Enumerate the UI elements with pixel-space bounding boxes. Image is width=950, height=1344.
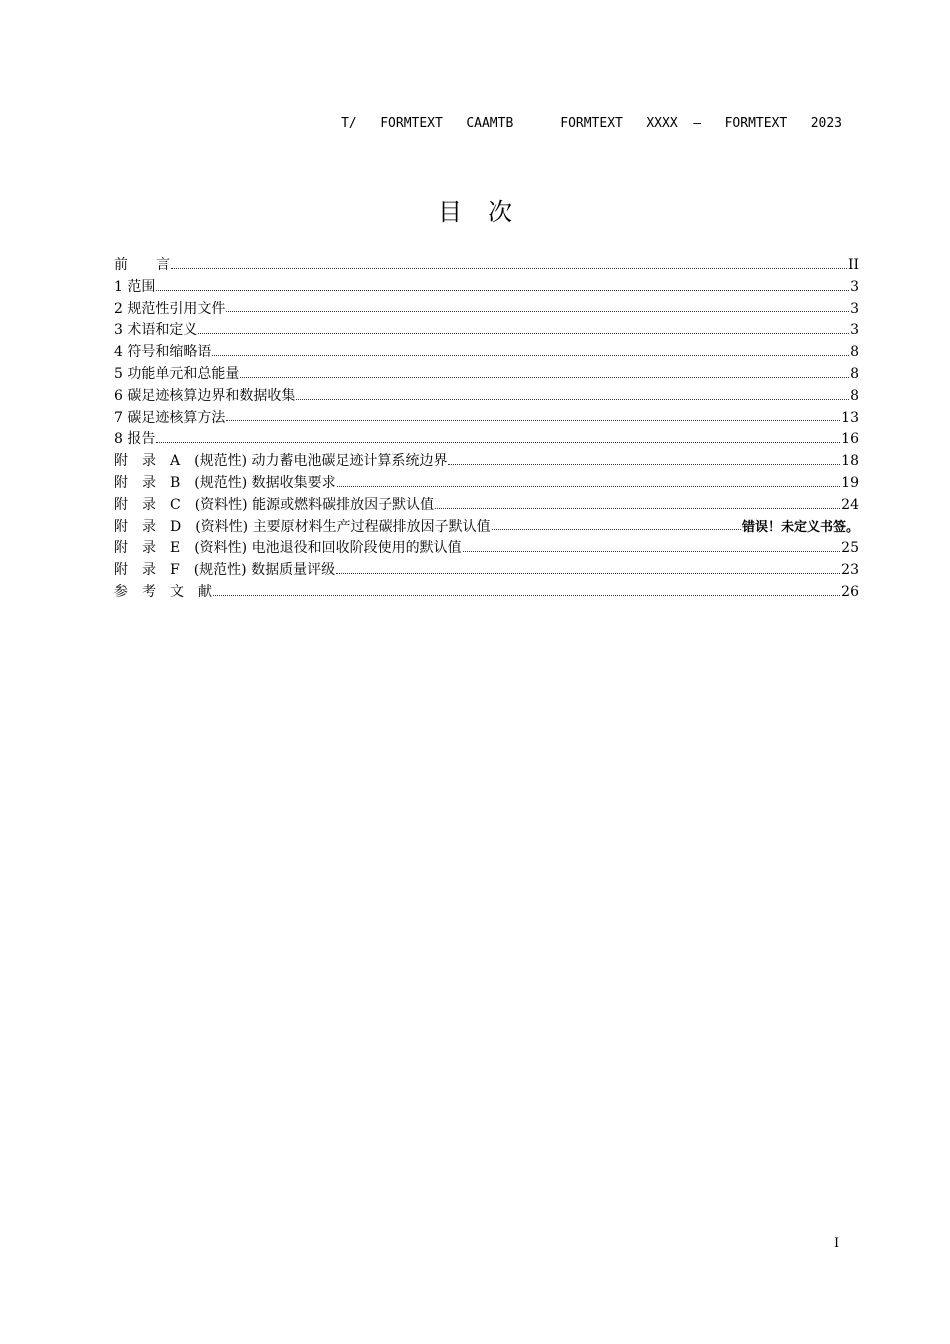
toc-entry-page: 16 [841,431,859,448]
toc-entry-scope[interactable] [114,277,859,299]
toc-entry-annex-c[interactable] [114,495,859,517]
toc-dot-leader [156,289,849,291]
toc-entry-method[interactable] [114,408,859,430]
toc-entry-normative-references[interactable] [114,299,859,321]
toc-dot-leader [240,376,849,378]
toc-entry-page: 8 [850,365,859,382]
toc-entry-label: 附 录 E (资料性) 电池退役和回收阶段使用的默认值 [114,540,462,557]
toc-title [0,192,950,227]
toc-entry-terms[interactable] [114,320,859,342]
toc-dot-leader [337,485,841,487]
toc-entry-report[interactable] [114,429,859,451]
toc-entry-functional-unit[interactable] [114,364,859,386]
toc-entry-label: 附 录 B (规范性) 数据收集要求 [114,474,336,491]
toc-entry-page: 13 [841,409,859,426]
toc-dot-leader [213,594,840,596]
toc-entry-label: 附 录 C (资料性) 能源或燃料碳排放因子默认值 [114,496,435,513]
toc-dot-leader [198,332,849,334]
toc-entry-label: 5 功能单元和总能量 [114,365,240,382]
toc-entry-label: 6 碳足迹核算边界和数据收集 [114,387,296,404]
toc-entry-label: 4 符号和缩略语 [114,344,212,361]
toc-dot-leader [156,441,840,443]
toc-dot-leader [492,528,741,530]
toc-title-char-2: 次 [488,198,512,226]
toc-entry-label: 7 碳足迹核算方法 [114,409,226,426]
toc-entry-page: 24 [841,496,859,513]
toc-dot-leader [226,419,840,421]
toc-entry-page-error: 错误！未定义书签。 [741,519,859,535]
page-number: I [834,1236,840,1251]
toc-entry-annex-d[interactable] [114,517,859,539]
toc-dot-leader [296,398,849,400]
toc-entry-page: 19 [841,474,859,491]
toc-entry-foreword[interactable] [114,255,859,277]
toc-entry-label: 1 范围 [114,278,156,295]
toc-entry-annex-b[interactable] [114,473,859,495]
toc-entry-symbols[interactable] [114,342,859,364]
toc-entry-label: 3 术语和定义 [114,322,198,339]
toc-entry-page: 18 [841,453,859,470]
toc-entry-label: 2 规范性引用文件 [114,300,226,317]
toc-entry-annex-a[interactable] [114,451,859,473]
toc-dot-leader [435,507,840,509]
document-code-header [0,116,842,131]
toc-entry-bibliography[interactable] [114,582,859,604]
toc-dot-leader [336,572,840,574]
toc-dot-leader [212,354,849,356]
toc-dot-leader [171,267,847,269]
table-of-contents [114,255,859,604]
toc-dot-leader [463,550,841,552]
document-code-text: T/ FORMTEXT CAAMTB FORMTEXT XXXX — FORMTEXT 2023 [341,116,842,131]
toc-entry-page: II [847,257,859,273]
toc-entry-label: 8 报告 [114,431,156,448]
toc-entry-page: 3 [850,300,859,317]
toc-entry-page: 23 [841,562,859,579]
toc-title-char-1: 目 [438,198,462,226]
toc-entry-boundary[interactable] [114,386,859,408]
toc-entry-page: 26 [841,583,859,600]
toc-entry-page: 3 [850,278,859,295]
toc-entry-page: 8 [850,344,859,361]
toc-dot-leader [226,310,849,312]
toc-entry-page: 25 [841,540,859,557]
toc-entry-label: 附 录 A (规范性) 动力蓄电池碳足迹计算系统边界 [114,453,448,470]
toc-entry-label: 附 录 F (规范性) 数据质量评级 [114,562,336,579]
toc-entry-page: 8 [850,387,859,404]
toc-entry-annex-e[interactable] [114,538,859,560]
toc-entry-label: 前 言 [114,257,170,273]
toc-entry-page: 3 [850,322,859,339]
toc-entry-label: 附 录 D (资料性) 主要原材料生产过程碳排放因子默认值 [114,518,491,535]
toc-entry-annex-f[interactable] [114,560,859,582]
toc-dot-leader [448,463,840,465]
toc-entry-label: 参 考 文 献 [114,583,212,600]
